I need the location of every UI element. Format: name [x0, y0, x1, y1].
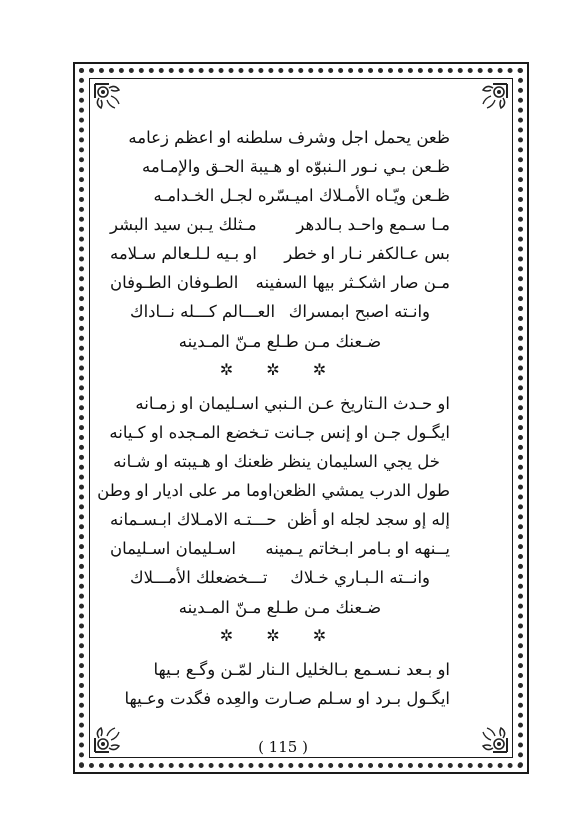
couplet-line	[110, 510, 450, 530]
hemistich-left: حـــتـه الامـلاك ابـسـمانه	[110, 510, 277, 529]
hemistich-right: بس عـالكفر نـار او خطر	[284, 244, 450, 263]
couplet-line	[130, 568, 430, 588]
star-separator: ✲ ✲ ✲	[219, 626, 341, 645]
hemistich-right: يــنهه او بـامر ابـخاتم يـمينه	[265, 539, 450, 558]
couplet-line	[130, 302, 430, 322]
hemistich-left: مـثلك يـبن سيد البشر	[110, 215, 257, 234]
star-separator: ✲ ✲ ✲	[219, 360, 341, 379]
hemistich-left: الطـوفان الطـوفان	[110, 273, 239, 292]
hemistich-right: مـا سـمع واحـد بـالدهر	[296, 215, 450, 234]
verse-line: او حـدث الـتاريخ عـن الـنبي اسـليمان او زمـانه	[135, 394, 450, 413]
verse-line: ظـعن بـي نـور الـنبوّه او هـيبة الحـق والإمـامه	[142, 157, 450, 176]
verse-line: ظـعن ويّـاه الأمـلاك اميـسّره لجـل الخـدامـه	[153, 186, 450, 205]
refrain-line: ضـعنك مـن طـلع مـنّ المـدينه	[178, 332, 382, 351]
hemistich-left: تـــخضعلك الأمـــلاك	[130, 568, 268, 587]
hemistich-left: اوما مر على اديار او وطن	[97, 481, 273, 500]
verse-line: خل يجي السليمان ينظر ظعنك او هـيبته او شـانه	[113, 452, 440, 471]
hemistich-right: مـن صار اشكـثر بيها السفينه	[255, 273, 450, 292]
inner-border	[89, 78, 513, 758]
couplet-line	[110, 273, 450, 293]
verse-line: ايگـول جـن او إنس جـانت تـخضع المـجده او كـيانه	[109, 423, 450, 442]
page-number: ( 115 )	[258, 738, 308, 756]
hemistich-right: وانــته الـبـاري خـلاك	[290, 568, 430, 587]
hemistich-right: طول الدرب يمشي الظعن	[272, 481, 450, 500]
verse-line: او بـعد نـسـمع بـالخليل الـنار لمّـن وگـع بـيها	[153, 660, 450, 679]
couplet-line	[110, 539, 450, 559]
hemistich-left: او بـيه لـلـعالم سـلامه	[110, 244, 257, 263]
verse-line: ظعن يحمل اجل وشرف سلطنه او اعظم زعامه	[128, 128, 450, 147]
couplet-line	[110, 215, 450, 235]
hemistich-right: إله إو سجد لجله او أظن	[286, 510, 450, 529]
verse-line: ايگـول بـرد او سـلم صـارت والعِده فگدت وعـيها	[124, 689, 450, 708]
couplet-line	[97, 481, 450, 501]
refrain-line: ضـعنك مـن طـلع مـنّ المـدينه	[178, 598, 382, 617]
hemistich-right: وانـته اصبح ابمسراك	[288, 302, 430, 321]
corner-ornament-icon	[93, 82, 127, 116]
hemistich-left: العـــالم كـــله نــاداك	[130, 302, 276, 321]
hemistich-left: اسـليمان اسـليمان	[110, 539, 236, 558]
couplet-line	[110, 244, 450, 264]
corner-ornament-icon	[475, 82, 509, 116]
